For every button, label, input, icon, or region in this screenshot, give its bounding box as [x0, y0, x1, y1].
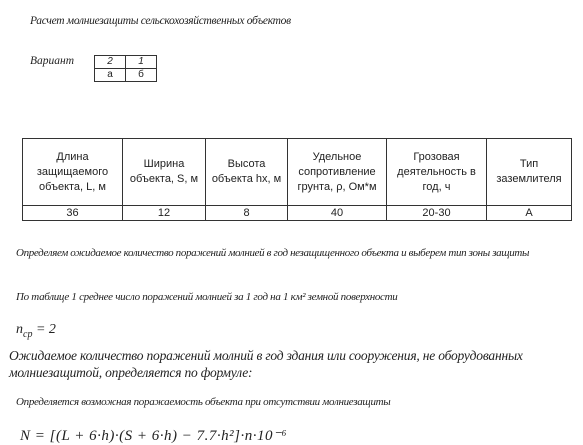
column-header: Тип заземлителя	[487, 139, 572, 206]
variant-cell: 1	[126, 56, 157, 69]
variant-label: Вариант	[30, 55, 75, 67]
paragraph-possible-damage: Определяется возможная поражаемость объекта при отсутствии молниезащиты	[16, 396, 391, 408]
variant-cell: б	[126, 69, 157, 82]
ncp-value	[16, 322, 56, 340]
ncp-symbol: n	[16, 322, 23, 337]
column-header: Длина защищаемого объекта, L, м	[23, 139, 123, 206]
strike-formula: N = [(L + 6·h)·(S + 6·h) − 7.7·h²]·n·10⁻⁶	[20, 428, 288, 444]
variant-table	[94, 55, 157, 82]
paragraph-expected-strikes: Определяем ожидаемое количество поражений молнией в год незащищенного объекта и выберем тип зоны защиты	[16, 247, 530, 259]
paragraph-formula-intro: Ожидаемое количество поражений молний в год здания или сооружения, не оборудованных молниезащитой, определяется по формуле:	[9, 348, 523, 380]
table-cell: 8	[206, 206, 288, 221]
ncp-subscript: cp	[23, 328, 33, 340]
table-cell: 40	[288, 206, 387, 221]
table-cell: 20-30	[387, 206, 487, 221]
table-cell: 36	[23, 206, 123, 221]
paragraph-table-reference: По таблице 1 среднее число поражений молнией за 1 год на 1 км² земной поверхности	[16, 291, 398, 303]
column-header: Ширина объекта, S, м	[123, 139, 206, 206]
variant-cell: 2	[95, 56, 126, 69]
table-cell: 12	[123, 206, 206, 221]
ncp-rest: = 2	[32, 322, 56, 337]
table-cell: А	[487, 206, 572, 221]
column-header: Удельное сопротивление грунта, ρ, Ом*м	[288, 139, 387, 206]
column-header: Грозовая деятельность в год, ч	[387, 139, 487, 206]
table-header-row	[23, 139, 572, 206]
column-header: Высота объекта hx, м	[206, 139, 288, 206]
table-row	[23, 206, 572, 221]
parameters-table	[22, 138, 572, 221]
document-title: Расчет молниезащиты сельскохозяйственных объектов	[30, 15, 291, 27]
variant-cell: а	[95, 69, 126, 82]
